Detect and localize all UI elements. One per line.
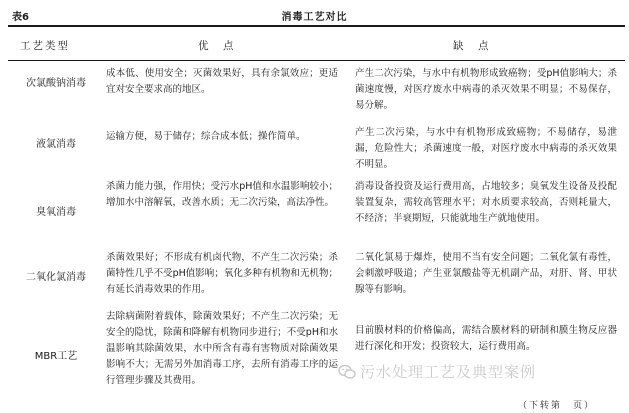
header-disadvantages: 缺 点 <box>453 40 491 52</box>
row-advantages: 运输方便，易于储存；综合成本低；操作简单。 <box>106 131 306 142</box>
wechat-icon <box>338 364 356 384</box>
row-process-name: 液氯消毒 <box>36 139 76 150</box>
row-disadvantages: 目前膜材料的价格偏高，需结合膜材料的研制和膜生物反应器进行深化和开发；投资较大，运行费用高。 <box>355 325 617 352</box>
row-process-name: 次氯酸钠消毒 <box>26 78 86 89</box>
table-header-rule <box>8 60 625 61</box>
row-disadvantages: 二氧化氯易于爆炸，使用不当有安全问题；二氧化氯有毒性，会刺激呼吸道；产生亚氯酸盐等无机副产品，对肝、肾、甲状腺等有影响。 <box>355 252 617 295</box>
table-top-rule <box>8 25 625 27</box>
row-process-name: 二氧化氯消毒 <box>26 272 86 283</box>
header-process-type: 工艺类型 <box>20 40 70 52</box>
row-advantages: 杀菌效果好；不形成有机卤代物，不产生二次污染；杀菌特性几乎不受pH值影响；氧化多种有机物和无机物；有延长消毒效果的作用。 <box>106 252 338 295</box>
row-disadvantages: 消毒设备投资及运行费用高，占地较多；臭氧发生设备及投配装置复杂，需较高管理水平；对水质要求较高，否则耗量大，不经济；半衰期短，只能就地生产就地使用。 <box>355 181 617 224</box>
row-process-name: 臭氧消毒 <box>36 207 76 218</box>
row-advantages: 杀菌力能力强，作用快；受污水pH值和水温影响较小；增加水中溶解氧，改善水质；无二次污染，高法净性。 <box>106 181 338 208</box>
watermark-text: 污水处理工艺及典型案例 <box>360 363 537 381</box>
continuation-note: （下转第 页） <box>518 401 596 411</box>
row-disadvantages: 产生二次污染，与水中有机物形成致癌物；受pH值影响大；杀菌速度慢，对医疗废水中病毒的杀灭效果不明显；不易保存，易分解。 <box>355 68 617 111</box>
row-advantages: 成本低、使用安全；灭菌效果好，具有余氯效应；更适宜对安全要求高的地区。 <box>106 68 338 95</box>
row-disadvantages: 产生二次污染，与水中有机物形成致癌物；不易储存，易泄漏，危险性大；杀菌速度一般，对医疗废水中病毒的杀灭效果不明显。 <box>355 127 617 170</box>
row-advantages: 去除病菌附着载体，除菌效果好；不产生二次污染；无安全的隐忧，除菌和降解有机物同步进行；不受pH和水温影响其除菌效果，水中所含有毒有害物质对除菌效果影响不大；无需另外加消毒工序，去所有消毒工序的运行管理步骤及其费用。 <box>106 311 338 386</box>
watermark <box>338 361 628 381</box>
row-process-name: MBR工艺 <box>34 351 78 362</box>
table-label: 表6 <box>12 12 29 23</box>
header-advantages: 优 点 <box>198 40 236 52</box>
table-title: 消毒工艺对比 <box>281 12 348 23</box>
